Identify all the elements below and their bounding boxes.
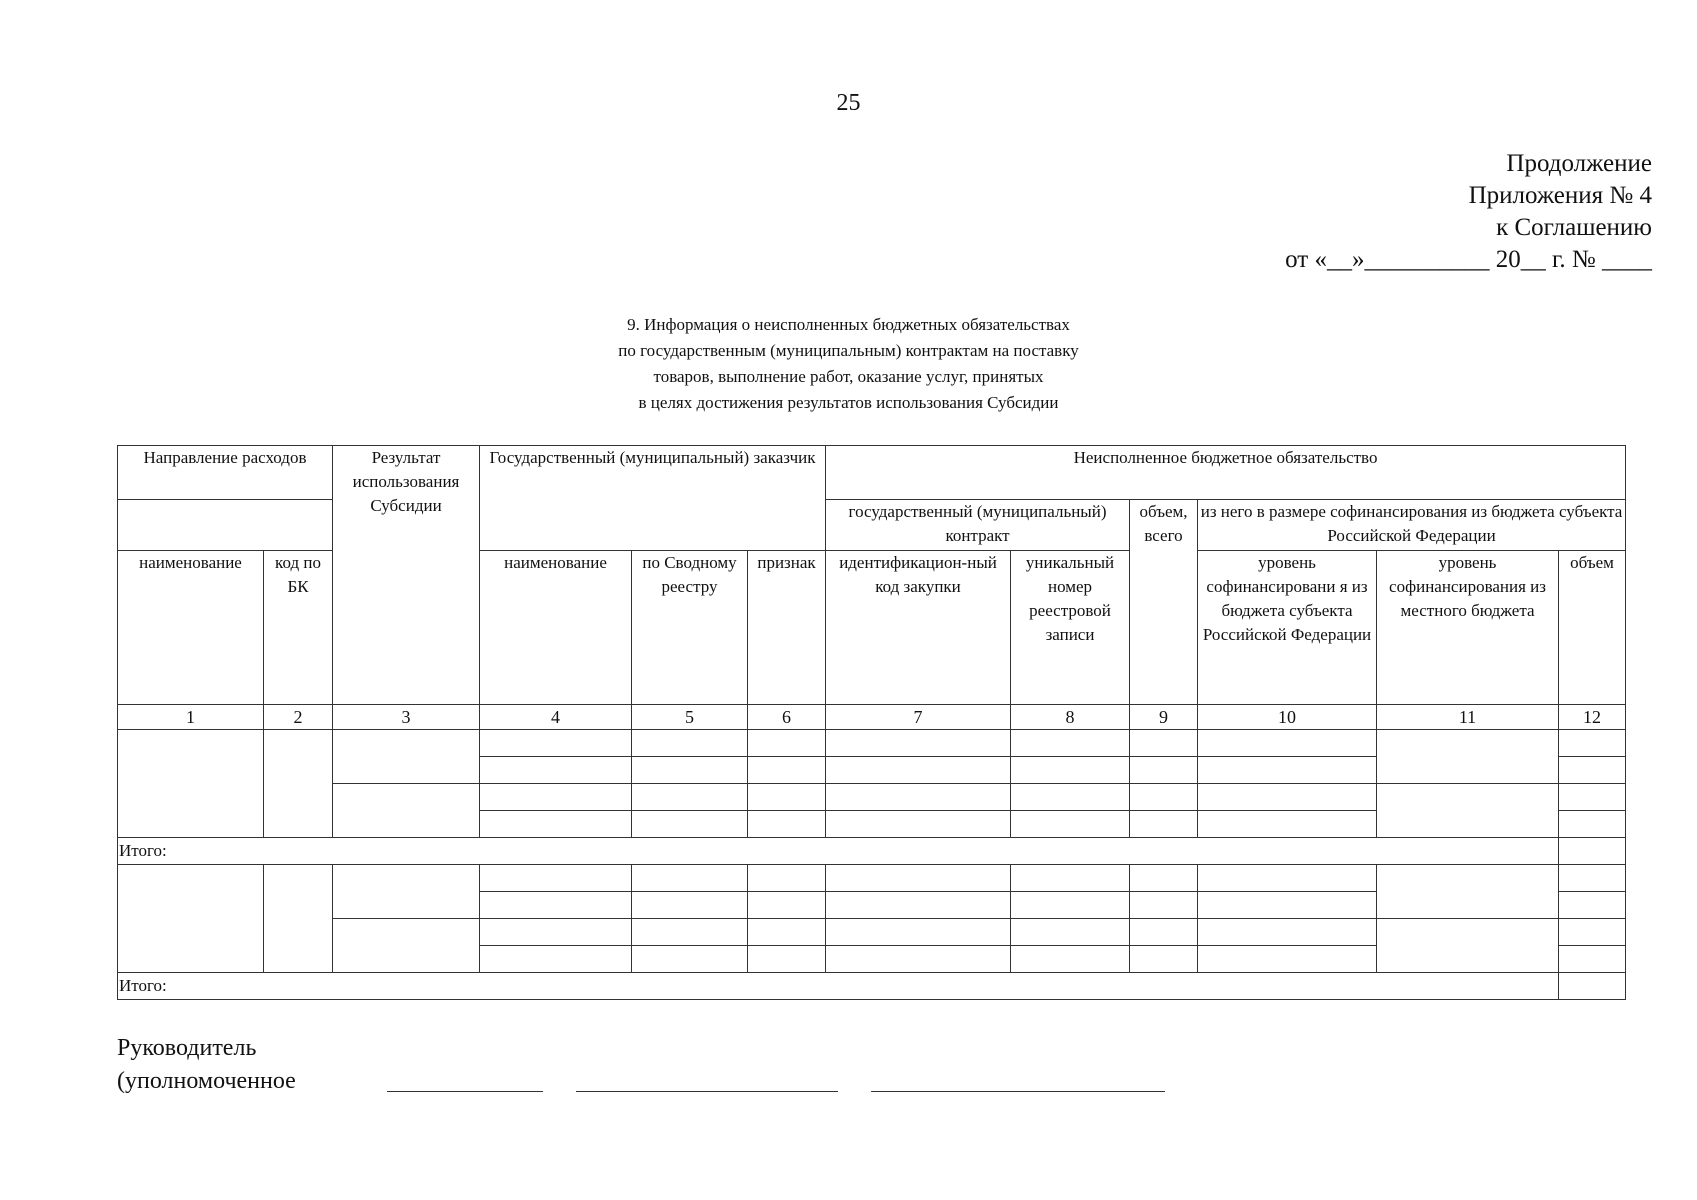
table-cell — [1559, 865, 1626, 892]
header-cofinancing: из него в размере софинансирования из бюджета субъекта Российской Федерации — [1198, 500, 1626, 551]
column-number: 9 — [1130, 705, 1198, 730]
table-cell — [1130, 811, 1198, 838]
position-signature-line — [387, 1091, 543, 1092]
header-col-volume: объем — [1559, 551, 1626, 705]
title-line: в целях достижения результатов использования Субсидии — [638, 393, 1059, 412]
section-title — [0, 312, 1697, 416]
table-cell — [1559, 919, 1626, 946]
table-cell — [118, 865, 264, 973]
table-cell — [333, 865, 480, 919]
table-cell — [1198, 919, 1377, 946]
title-line: товаров, выполнение работ, оказание услуг, принятых — [653, 367, 1044, 386]
table-cell — [480, 811, 632, 838]
table-cell — [1559, 784, 1626, 811]
table-cell — [1198, 946, 1377, 973]
table-cell — [1377, 784, 1559, 838]
table-cell — [1377, 730, 1559, 784]
header-col-customer-name: наименование — [480, 551, 632, 705]
table-cell — [333, 919, 480, 973]
appendix-line-number: Приложения № 4 — [1468, 182, 1652, 209]
table-cell — [632, 892, 748, 919]
table-cell — [118, 730, 264, 838]
column-number: 2 — [264, 705, 333, 730]
total-label: Итого: — [118, 838, 1559, 865]
header-col-registry: по Сводному реестру — [632, 551, 748, 705]
table-cell — [1130, 946, 1198, 973]
column-number: 6 — [748, 705, 826, 730]
table-cell — [1130, 730, 1198, 757]
table-cell — [1198, 865, 1377, 892]
table-cell — [1130, 919, 1198, 946]
table-cell — [1559, 811, 1626, 838]
table-cell — [1011, 811, 1130, 838]
table-cell — [632, 865, 748, 892]
table-cell — [1198, 730, 1377, 757]
table-cell — [480, 757, 632, 784]
table-cell — [480, 865, 632, 892]
table-cell — [748, 946, 826, 973]
table-cell — [1011, 757, 1130, 784]
page-number: 25 — [836, 90, 861, 116]
column-number: 10 — [1198, 705, 1377, 730]
table-cell — [1377, 919, 1559, 973]
title-line: 9. Информация о неисполненных бюджетных обязательствах — [627, 315, 1070, 334]
title-line: по государственным (муниципальным) контрактам на поставку — [618, 341, 1079, 360]
table-cell — [480, 784, 632, 811]
table-cell — [826, 730, 1011, 757]
table-cell — [1011, 865, 1130, 892]
header-contract: государственный (муниципальный) контракт — [826, 500, 1130, 551]
table-cell — [748, 919, 826, 946]
table-cell — [480, 892, 632, 919]
table-cell — [632, 811, 748, 838]
header-col-level-local: уровень софинансирования из местного бюджета — [1377, 551, 1559, 705]
table-cell — [1011, 946, 1130, 973]
table-cell — [480, 946, 632, 973]
appendix-line-agreement: к Соглашению — [1496, 214, 1652, 241]
table-cell — [826, 865, 1011, 892]
header-result: Результат использования Субсидии — [333, 446, 480, 705]
table-cell — [264, 865, 333, 973]
table-cell — [1011, 919, 1130, 946]
appendix-line-continuation: Продолжение — [1506, 150, 1652, 177]
table-cell — [632, 730, 748, 757]
column-number: 7 — [826, 705, 1011, 730]
table-cell — [748, 892, 826, 919]
table-cell — [748, 730, 826, 757]
obligations-table — [117, 445, 1626, 1000]
column-number: 1 — [118, 705, 264, 730]
header-direction-sub — [118, 500, 333, 551]
table-cell — [632, 784, 748, 811]
header-volume-total: объем, всего — [1130, 500, 1198, 705]
table-cell — [333, 784, 480, 838]
table-cell — [632, 757, 748, 784]
total-volume-cell — [1559, 973, 1626, 1000]
table-cell — [826, 811, 1011, 838]
table-cell — [1130, 784, 1198, 811]
name-signature-line — [871, 1091, 1165, 1092]
column-number: 11 — [1377, 705, 1559, 730]
table-cell — [748, 784, 826, 811]
header-direction: Направление расходов — [118, 446, 333, 500]
column-number: 3 — [333, 705, 480, 730]
header-col-level-subject: уровень софинансировани я из бюджета субъекта Российской Федерации — [1198, 551, 1377, 705]
column-number: 4 — [480, 705, 632, 730]
table-cell — [632, 919, 748, 946]
signature-subtitle: (уполномоченное — [117, 1068, 296, 1094]
table-cell — [826, 919, 1011, 946]
table-cell — [1198, 784, 1377, 811]
table-cell — [826, 892, 1011, 919]
table-cell — [1011, 784, 1130, 811]
table-cell — [480, 919, 632, 946]
table-cell — [1198, 892, 1377, 919]
table-cell — [748, 811, 826, 838]
table-cell — [1198, 811, 1377, 838]
table-cell — [826, 784, 1011, 811]
table-cell — [1198, 757, 1377, 784]
appendix-line-date: от «__»__________ 20__ г. № ____ — [1285, 246, 1652, 273]
signature-block — [117, 1032, 296, 1098]
total-label: Итого: — [118, 973, 1559, 1000]
table-cell — [1559, 730, 1626, 757]
total-volume-cell — [1559, 838, 1626, 865]
header-obligation: Неисполненное бюджетное обязательство — [826, 446, 1626, 500]
column-number: 8 — [1011, 705, 1130, 730]
table-cell — [1559, 946, 1626, 973]
column-number: 5 — [632, 705, 748, 730]
appendix-reference — [1285, 148, 1652, 276]
table-cell — [1011, 892, 1130, 919]
header-customer: Государственный (муниципальный) заказчик — [480, 446, 826, 551]
table-cell — [826, 757, 1011, 784]
table-cell — [826, 946, 1011, 973]
column-number: 12 — [1559, 705, 1626, 730]
table-cell — [1559, 757, 1626, 784]
table-cell — [1130, 757, 1198, 784]
table-cell — [1130, 892, 1198, 919]
header-col-kbk: код по БК — [264, 551, 333, 705]
header-col-sign: признак — [748, 551, 826, 705]
table-cell — [1011, 730, 1130, 757]
table-cell — [333, 730, 480, 784]
header-col-name: наименование — [118, 551, 264, 705]
signature-title: Руководитель — [117, 1035, 257, 1061]
table-cell — [264, 730, 333, 838]
table-cell — [1377, 865, 1559, 919]
table-cell — [1559, 892, 1626, 919]
table-cell — [632, 946, 748, 973]
header-col-id-code: идентификацион-ный код закупки — [826, 551, 1011, 705]
table-cell — [480, 730, 632, 757]
table-cell — [1130, 865, 1198, 892]
table-cell — [748, 865, 826, 892]
signature-line — [576, 1091, 838, 1092]
header-col-unique-number: уникальный номер реестровой записи — [1011, 551, 1130, 705]
table-cell — [748, 757, 826, 784]
